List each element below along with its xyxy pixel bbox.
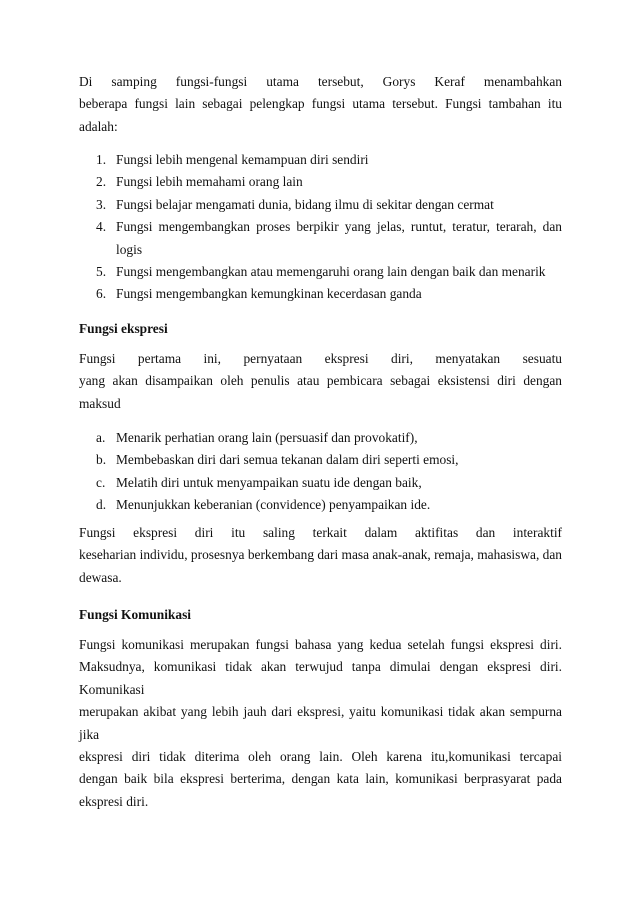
list-marker: d. [96, 497, 107, 513]
list-marker: 4. [96, 219, 107, 235]
komunikasi-paragraph [79, 634, 562, 813]
list-item-text-continued: logis [116, 241, 143, 257]
list-marker: 6. [96, 286, 107, 302]
ekspresi-paragraph-2 [79, 522, 562, 589]
section-heading-ekspresi: Fungsi ekspresi [79, 321, 168, 336]
list-marker: b. [96, 452, 107, 468]
text-line: maksud [79, 395, 121, 411]
list-item-text: Menarik perhatian orang lain (persuasif dan provokatif), [116, 430, 418, 445]
text-line: Fungsi komunikasi merupakan fungsi bahasa yang kedua setelah fungsi ekspresi diri. [79, 637, 562, 652]
text-line: keseharian individu, prosesnya berkembang dari masa anak-anak, remaja, mahasiswa, dan [79, 547, 562, 563]
text-line: merupakan akibat yang lebih jauh dari ekspresi, yaitu komunikasi tidak akan sempurna jika [79, 704, 562, 742]
list-item [96, 494, 562, 516]
list-item-text: Membebaskan diri dari semua tekanan dalam diri seperti emosi, [116, 452, 459, 468]
list-item-text: Fungsi mengembangkan kemungkinan kecerdasan ganda [116, 286, 422, 302]
text-line: Di samping fungsi-fungsi utama tersebut, Gorys Keraf menambahkan [79, 74, 562, 89]
text-line: ekspresi diri tidak diterima oleh orang lain. Oleh karena itu,komunikasi tercapai [79, 749, 562, 765]
list-item [96, 216, 562, 261]
intro-paragraph [79, 71, 562, 138]
list-marker: 5. [96, 264, 107, 280]
list-marker: c. [96, 474, 106, 490]
list-marker: 2. [96, 174, 107, 190]
list-item [96, 149, 562, 171]
list-item [96, 427, 562, 449]
text-line: dengan baik bila ekspresi berterima, dengan kata lain, komunikasi berprasyarat pada [79, 771, 562, 787]
list-marker: 1. [96, 152, 107, 167]
text-line: Fungsi ekspresi diri itu saling terkait dalam aktifitas dan interaktif [79, 525, 562, 540]
list-item-text: Fungsi mengembangkan proses berpikir yang jelas, runtut, teratur, terarah, dan [116, 219, 562, 235]
list-item [96, 449, 562, 471]
list-item [96, 472, 562, 494]
text-line: Maksudnya, komunikasi tidak akan terwujud tanpa dimulai dengan ekspresi diri. Komunikasi [79, 659, 562, 697]
list-item [96, 171, 562, 193]
list-item-text: Fungsi lebih memahami orang lain [116, 174, 303, 190]
text-line: adalah: [79, 118, 118, 134]
text-line: beberapa fungsi lain sebagai pelengkap fungsi utama tersebut. Fungsi tambahan itu [79, 96, 562, 112]
ekspresi-paragraph-1 [79, 348, 562, 415]
section-heading-komunikasi: Fungsi Komunikasi [79, 607, 192, 622]
list-item-text: Melatih diri untuk menyampaikan suatu ide dengan baik, [116, 474, 422, 490]
list-item-text: Fungsi belajar mengamati dunia, bidang ilmu di sekitar dengan cermat [116, 196, 494, 212]
list-item [96, 283, 562, 305]
list-marker: a. [96, 430, 106, 445]
alpha-list [96, 427, 562, 517]
list-item [96, 261, 562, 283]
text-line: ekspresi diri. [79, 793, 149, 809]
list-item [96, 194, 562, 216]
list-item-text: Fungsi lebih mengenal kemampuan diri sendiri [116, 152, 369, 167]
list-marker: 3. [96, 196, 107, 212]
numbered-list [96, 149, 562, 306]
text-line: yang akan disampaikan oleh penulis atau pembicara sebagai eksistensi diri dengan [79, 373, 562, 389]
list-item-text: Fungsi mengembangkan atau memengaruhi orang lain dengan baik dan menarik [116, 264, 546, 280]
text-line: dewasa. [79, 569, 122, 585]
list-item-text: Menunjukkan keberanian (convidence) penyampaikan ide. [116, 497, 431, 513]
text-line: Fungsi pertama ini, pernyataan ekspresi diri, menyatakan sesuatu [79, 351, 562, 366]
